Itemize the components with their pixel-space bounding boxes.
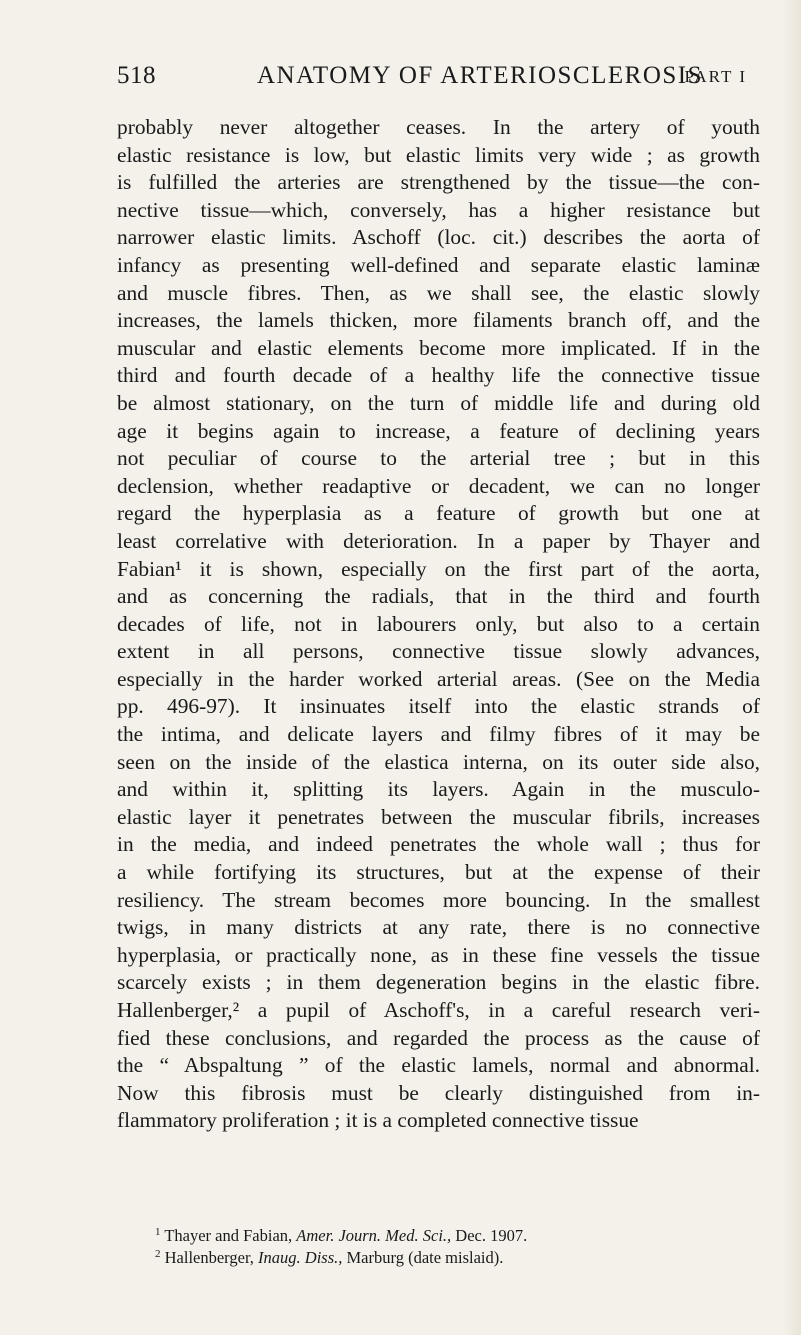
text-line: be almost stationary, on the turn of middle life and during old	[117, 390, 760, 415]
text-line: especially in the harder worked arterial areas. (See on the Media	[117, 666, 760, 691]
text-line: hyperplasia, or practically none, as in these fine vessels the tissue	[117, 942, 760, 967]
text-line: probably never altogether ceases. In the artery of youth	[117, 115, 760, 139]
text-line: regard the hyperplasia as a feature of growth but one at	[117, 501, 760, 526]
text-line: resiliency. The stream becomes more bouncing. In the smallest	[117, 887, 760, 912]
text-line: Hallenberger,² a pupil of Aschoff's, in a careful research veri-	[117, 998, 760, 1022]
text-line: the intima, and delicate layers and filmy fibres of it may be	[117, 722, 760, 747]
text-line: elastic layer it penetrates between the muscular fibrils, increases	[117, 804, 760, 829]
text-line: Now this fibrosis must be clearly distinguished from in-	[117, 1080, 760, 1105]
footnote-author: Hallenberger,	[164, 1248, 254, 1267]
text-line: and within it, splitting its layers. Again in the musculo-	[117, 777, 760, 802]
footnote-work: Inaug. Diss.,	[258, 1248, 343, 1267]
text-line: Fabian¹ it is shown, especially on the first part of the aorta,	[117, 556, 760, 581]
text-line: a while fortifying its structures, but at the expense of their	[117, 860, 760, 885]
text-line: muscular and elastic elements become more implicated. If in the	[117, 335, 760, 360]
text-line: pp. 496-97). It insinuates itself into the elastic strands of	[117, 694, 760, 719]
text-line: seen on the inside of the elastica interna, on its outer side also,	[117, 749, 760, 774]
text-line: decades of life, not in labourers only, but also to a certain	[117, 611, 760, 636]
text-line: fied these conclusions, and regarded the process as the cause of	[117, 1025, 760, 1050]
text-line: the “ Abspaltung ” of the elastic lamels, normal and abnormal.	[117, 1053, 760, 1078]
footnote-date: Dec. 1907.	[455, 1226, 528, 1245]
footnotes	[117, 1225, 760, 1269]
page-edge-shadow	[783, 0, 801, 1335]
text-line: is fulfilled the arteries are strengthened by the tissue—the con-	[117, 170, 760, 195]
text-line: scarcely exists ; in them degeneration begins in the elastic fibre.	[117, 970, 760, 995]
footnote-2	[117, 1247, 760, 1269]
footnote-1	[117, 1225, 760, 1247]
text-line: flammatory proliferation ; it is a completed connective tissue	[117, 1108, 639, 1133]
text-line: third and fourth decade of a healthy life the connective tissue	[117, 363, 760, 388]
text-line: and muscle fibres. Then, as we shall see, the elastic slowly	[117, 280, 760, 305]
text-line: twigs, in many districts at any rate, there is no connective	[117, 915, 760, 940]
text-line: nective tissue—which, conversely, has a higher resistance but	[117, 197, 760, 222]
page-number: 518	[117, 62, 156, 89]
running-title: ANATOMY OF ARTERIOSCLEROSIS	[257, 62, 704, 89]
part-label: PART I	[684, 67, 747, 86]
text-line: elastic resistance is low, but elastic limits very wide ; as growth	[117, 142, 760, 167]
text-line: infancy as presenting well-defined and separate elastic laminæ	[117, 252, 760, 277]
running-header	[117, 62, 757, 98]
footnote-journal: Amer. Journ. Med. Sci.,	[296, 1226, 452, 1245]
text-line: not peculiar of course to the arterial tree ; but in this	[117, 446, 760, 471]
text-line: in the media, and indeed penetrates the whole wall ; thus for	[117, 832, 760, 857]
text-line: narrower elastic limits. Aschoff (loc. cit.) describes the aorta of	[117, 225, 760, 250]
text-line: increases, the lamels thicken, more filaments branch off, and the	[117, 308, 760, 333]
text-line: declension, whether readaptive or decadent, we can no longer	[117, 473, 760, 498]
footnote-marker: 2	[155, 1247, 161, 1260]
text-line: and as concerning the radials, that in the third and fourth	[117, 584, 760, 609]
footnote-authors: Thayer and Fabian,	[164, 1226, 293, 1245]
text-line: age it begins again to increase, a feature of declining years	[117, 418, 760, 443]
body-text	[117, 114, 760, 1135]
text-line: least correlative with deterioration. In a paper by Thayer and	[117, 528, 760, 553]
footnote-marker: 1	[155, 1225, 161, 1238]
text-line: extent in all persons, connective tissue slowly advances,	[117, 639, 760, 664]
footnote-details: Marburg (date mislaid).	[346, 1248, 504, 1267]
